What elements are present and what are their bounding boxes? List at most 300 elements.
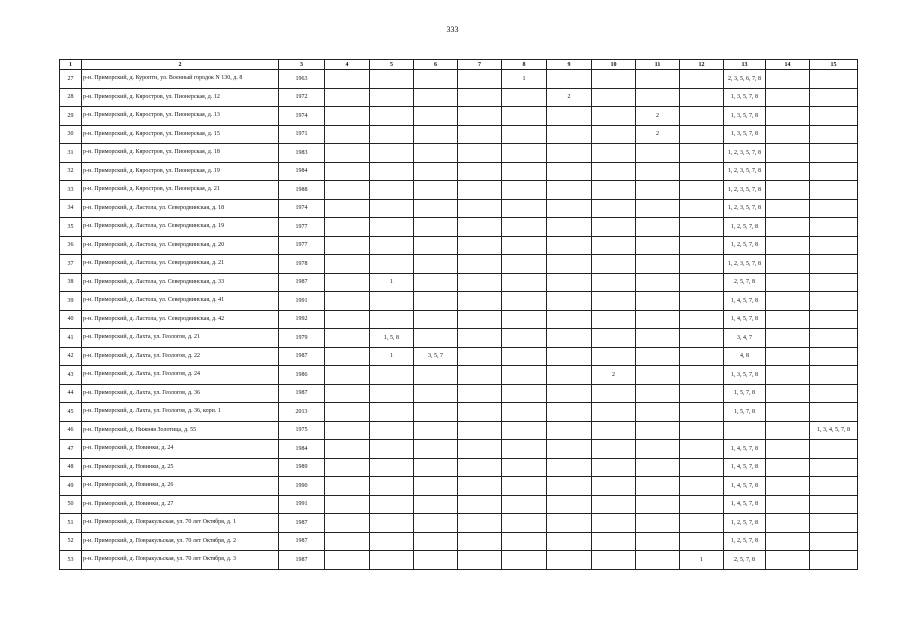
year-cell: 1987 xyxy=(279,273,325,292)
value-cell-col-9 xyxy=(547,532,592,551)
value-cell-col-13: 1, 3, 5, 7, 8 xyxy=(724,125,766,144)
table-row xyxy=(60,218,858,237)
value-cell-col-14 xyxy=(766,88,810,107)
value-cell-col-6 xyxy=(414,236,458,255)
value-cell-col-10 xyxy=(592,181,636,200)
value-cell-col-6 xyxy=(414,477,458,496)
value-cell-col-7 xyxy=(458,107,502,126)
address-cell: р-н. Приморский, д. Повракульская, ул. 70 лет Октября, д. 2 xyxy=(82,532,279,551)
value-cell-col-9 xyxy=(547,495,592,514)
value-cell-col-12 xyxy=(680,366,724,385)
value-cell-col-8 xyxy=(502,551,547,570)
value-cell-col-12 xyxy=(680,403,724,422)
value-cell-col-11: 2 xyxy=(636,125,680,144)
value-cell-col-9 xyxy=(547,440,592,459)
year-cell: 1977 xyxy=(279,236,325,255)
value-cell-col-12 xyxy=(680,88,724,107)
value-cell-col-4 xyxy=(325,329,370,348)
value-cell-col-5 xyxy=(370,88,414,107)
value-cell-col-7 xyxy=(458,199,502,218)
value-cell-col-4 xyxy=(325,514,370,533)
value-cell-col-12 xyxy=(680,310,724,329)
value-cell-col-11 xyxy=(636,440,680,459)
value-cell-col-12 xyxy=(680,440,724,459)
value-cell-col-5 xyxy=(370,403,414,422)
year-cell: 1988 xyxy=(279,181,325,200)
value-cell-col-15 xyxy=(810,144,858,163)
value-cell-col-8 xyxy=(502,514,547,533)
value-cell-col-15 xyxy=(810,181,858,200)
value-cell-col-4 xyxy=(325,181,370,200)
address-cell: р-н. Приморский, д. Ластола, ул. Северодвинская, д. 42 xyxy=(82,310,279,329)
row-number-cell: 32 xyxy=(60,162,82,181)
value-cell-col-15 xyxy=(810,273,858,292)
value-cell-col-8 xyxy=(502,310,547,329)
value-cell-col-15 xyxy=(810,88,858,107)
value-cell-col-5 xyxy=(370,440,414,459)
value-cell-col-8 xyxy=(502,218,547,237)
year-cell: 1991 xyxy=(279,292,325,311)
value-cell-col-7 xyxy=(458,495,502,514)
value-cell-col-7 xyxy=(458,181,502,200)
value-cell-col-10 xyxy=(592,199,636,218)
value-cell-col-6 xyxy=(414,144,458,163)
value-cell-col-10 xyxy=(592,347,636,366)
value-cell-col-9 xyxy=(547,236,592,255)
value-cell-col-15 xyxy=(810,292,858,311)
value-cell-col-11 xyxy=(636,329,680,348)
address-cell: р-н. Приморский, д. Лахта, ул. Геологов, д. 22 xyxy=(82,347,279,366)
value-cell-col-15 xyxy=(810,551,858,570)
value-cell-col-8 xyxy=(502,384,547,403)
value-cell-col-12 xyxy=(680,236,724,255)
value-cell-col-5 xyxy=(370,458,414,477)
value-cell-col-6 xyxy=(414,273,458,292)
table-row xyxy=(60,70,858,89)
value-cell-col-14 xyxy=(766,273,810,292)
value-cell-col-12 xyxy=(680,125,724,144)
year-cell: 1989 xyxy=(279,458,325,477)
value-cell-col-12 xyxy=(680,384,724,403)
value-cell-col-14 xyxy=(766,329,810,348)
table-row xyxy=(60,107,858,126)
value-cell-col-15 xyxy=(810,329,858,348)
value-cell-col-11 xyxy=(636,162,680,181)
value-cell-col-10 xyxy=(592,477,636,496)
column-header-12: 12 xyxy=(680,60,724,70)
value-cell-col-12 xyxy=(680,347,724,366)
value-cell-col-14 xyxy=(766,181,810,200)
table-row xyxy=(60,255,858,274)
column-header-15: 15 xyxy=(810,60,858,70)
value-cell-col-5: 1, 5, 8 xyxy=(370,329,414,348)
value-cell-col-8: 1 xyxy=(502,70,547,89)
value-cell-col-7 xyxy=(458,477,502,496)
value-cell-col-9 xyxy=(547,347,592,366)
year-cell: 1987 xyxy=(279,384,325,403)
table-row xyxy=(60,125,858,144)
value-cell-col-5: 1 xyxy=(370,347,414,366)
table-row xyxy=(60,347,858,366)
value-cell-col-9 xyxy=(547,514,592,533)
value-cell-col-8 xyxy=(502,88,547,107)
value-cell-col-10 xyxy=(592,458,636,477)
table-row xyxy=(60,477,858,496)
value-cell-col-5 xyxy=(370,292,414,311)
year-cell: 1974 xyxy=(279,107,325,126)
value-cell-col-8 xyxy=(502,273,547,292)
value-cell-col-14 xyxy=(766,403,810,422)
value-cell-col-15 xyxy=(810,310,858,329)
year-cell: 1987 xyxy=(279,551,325,570)
row-number-cell: 36 xyxy=(60,236,82,255)
value-cell-col-7 xyxy=(458,532,502,551)
address-cell: р-н. Приморский, д. Кяростров, ул. Пионерская, д. 21 xyxy=(82,181,279,200)
column-header-1: 1 xyxy=(60,60,82,70)
table-row xyxy=(60,366,858,385)
year-cell: 1987 xyxy=(279,347,325,366)
column-header-8: 8 xyxy=(502,60,547,70)
value-cell-col-12 xyxy=(680,199,724,218)
value-cell-col-14 xyxy=(766,199,810,218)
value-cell-col-11 xyxy=(636,495,680,514)
value-cell-col-10 xyxy=(592,236,636,255)
value-cell-col-9 xyxy=(547,255,592,274)
value-cell-col-14 xyxy=(766,70,810,89)
value-cell-col-7 xyxy=(458,366,502,385)
address-cell: р-н. Приморский, д. Кяростров, ул. Пионерская, д. 15 xyxy=(82,125,279,144)
value-cell-col-13: 2, 3, 5, 6, 7, 8 xyxy=(724,70,766,89)
value-cell-col-8 xyxy=(502,347,547,366)
value-cell-col-5 xyxy=(370,199,414,218)
value-cell-col-14 xyxy=(766,514,810,533)
row-number-cell: 51 xyxy=(60,514,82,533)
row-number-cell: 39 xyxy=(60,292,82,311)
row-number-cell: 35 xyxy=(60,218,82,237)
value-cell-col-6 xyxy=(414,107,458,126)
address-cell: р-н. Приморский, д. Нижняя Золотица, д. 55 xyxy=(82,421,279,440)
address-cell: р-н. Приморский, д. Лахта, ул. Геологов, д. 24 xyxy=(82,366,279,385)
value-cell-col-7 xyxy=(458,273,502,292)
value-cell-col-7 xyxy=(458,144,502,163)
table-row xyxy=(60,514,858,533)
value-cell-col-15 xyxy=(810,236,858,255)
value-cell-col-6 xyxy=(414,329,458,348)
value-cell-col-13: 1, 2, 5, 7, 8 xyxy=(724,532,766,551)
value-cell-col-6 xyxy=(414,366,458,385)
value-cell-col-11 xyxy=(636,181,680,200)
value-cell-col-5 xyxy=(370,255,414,274)
value-cell-col-6 xyxy=(414,162,458,181)
value-cell-col-5 xyxy=(370,384,414,403)
value-cell-col-10 xyxy=(592,384,636,403)
year-cell: 2013 xyxy=(279,403,325,422)
value-cell-col-13: 1, 3, 5, 7, 8 xyxy=(724,88,766,107)
value-cell-col-10 xyxy=(592,70,636,89)
year-cell: 1984 xyxy=(279,162,325,181)
value-cell-col-5 xyxy=(370,181,414,200)
table-row xyxy=(60,236,858,255)
value-cell-col-8 xyxy=(502,421,547,440)
year-cell: 1987 xyxy=(279,532,325,551)
value-cell-col-4 xyxy=(325,292,370,311)
value-cell-col-13: 1, 2, 3, 5, 7, 8 xyxy=(724,162,766,181)
value-cell-col-12 xyxy=(680,70,724,89)
value-cell-col-8 xyxy=(502,236,547,255)
address-cell: р-н. Приморский, д. Куроптн, ул. Военный городок N 130, д. 8 xyxy=(82,70,279,89)
value-cell-col-15 xyxy=(810,218,858,237)
value-cell-col-9 xyxy=(547,403,592,422)
address-cell: р-н. Приморский, д. Новинки, д. 24 xyxy=(82,440,279,459)
value-cell-col-4 xyxy=(325,70,370,89)
value-cell-col-9 xyxy=(547,218,592,237)
value-cell-col-10 xyxy=(592,255,636,274)
value-cell-col-10 xyxy=(592,495,636,514)
page-number: 333 xyxy=(446,25,459,34)
value-cell-col-6 xyxy=(414,218,458,237)
value-cell-col-6 xyxy=(414,199,458,218)
value-cell-col-13: 1, 4, 5, 7, 8 xyxy=(724,495,766,514)
value-cell-col-11 xyxy=(636,347,680,366)
value-cell-col-7 xyxy=(458,384,502,403)
value-cell-col-4 xyxy=(325,458,370,477)
value-cell-col-5 xyxy=(370,514,414,533)
value-cell-col-10 xyxy=(592,125,636,144)
value-cell-col-8 xyxy=(502,458,547,477)
value-cell-col-8 xyxy=(502,255,547,274)
value-cell-col-4 xyxy=(325,532,370,551)
value-cell-col-4 xyxy=(325,199,370,218)
value-cell-col-7 xyxy=(458,162,502,181)
value-cell-col-11 xyxy=(636,458,680,477)
value-cell-col-13 xyxy=(724,421,766,440)
address-cell: р-н. Приморский, д. Лахта, ул. Геологов, д. 36, корп. 1 xyxy=(82,403,279,422)
value-cell-col-13: 1, 4, 5, 7, 8 xyxy=(724,477,766,496)
address-cell: р-н. Приморский, д. Лахта, ул. Геологов, д. 36 xyxy=(82,384,279,403)
value-cell-col-6 xyxy=(414,458,458,477)
value-cell-col-9 xyxy=(547,477,592,496)
year-cell: 1992 xyxy=(279,310,325,329)
value-cell-col-14 xyxy=(766,458,810,477)
value-cell-col-13: 1, 2, 5, 7, 8 xyxy=(724,218,766,237)
value-cell-col-6 xyxy=(414,181,458,200)
value-cell-col-10 xyxy=(592,107,636,126)
value-cell-col-8 xyxy=(502,125,547,144)
value-cell-col-5 xyxy=(370,310,414,329)
value-cell-col-14 xyxy=(766,440,810,459)
value-cell-col-15 xyxy=(810,495,858,514)
value-cell-col-7 xyxy=(458,70,502,89)
address-cell: р-н. Приморский, д. Кяростров, ул. Пионерская, д. 18 xyxy=(82,144,279,163)
value-cell-col-5 xyxy=(370,366,414,385)
address-cell: р-н. Приморский, д. Ластола, ул. Северодвинская, д. 18 xyxy=(82,199,279,218)
value-cell-col-14 xyxy=(766,162,810,181)
row-number-cell: 47 xyxy=(60,440,82,459)
value-cell-col-12 xyxy=(680,458,724,477)
value-cell-col-6 xyxy=(414,403,458,422)
value-cell-col-10 xyxy=(592,310,636,329)
year-cell: 1975 xyxy=(279,421,325,440)
row-number-cell: 40 xyxy=(60,310,82,329)
value-cell-col-13: 4, 8 xyxy=(724,347,766,366)
value-cell-col-15 xyxy=(810,384,858,403)
table-row xyxy=(60,199,858,218)
value-cell-col-12 xyxy=(680,255,724,274)
value-cell-col-6 xyxy=(414,440,458,459)
value-cell-col-14 xyxy=(766,255,810,274)
value-cell-col-7 xyxy=(458,347,502,366)
value-cell-col-5 xyxy=(370,70,414,89)
value-cell-col-11 xyxy=(636,144,680,163)
row-number-cell: 34 xyxy=(60,199,82,218)
value-cell-col-4 xyxy=(325,144,370,163)
address-cell: р-н. Приморский, д. Кяростров, ул. Пионерская, д. 19 xyxy=(82,162,279,181)
value-cell-col-15 xyxy=(810,162,858,181)
row-number-cell: 38 xyxy=(60,273,82,292)
value-cell-col-15 xyxy=(810,366,858,385)
year-cell: 1986 xyxy=(279,366,325,385)
value-cell-col-10 xyxy=(592,551,636,570)
address-cell: р-н. Приморский, д. Ластола, ул. Северодвинская, д. 33 xyxy=(82,273,279,292)
value-cell-col-8 xyxy=(502,329,547,348)
year-cell: 1990 xyxy=(279,477,325,496)
value-cell-col-7 xyxy=(458,329,502,348)
value-cell-col-4 xyxy=(325,310,370,329)
value-cell-col-13: 1, 4, 5, 7, 8 xyxy=(724,458,766,477)
value-cell-col-6 xyxy=(414,384,458,403)
column-header-10: 10 xyxy=(592,60,636,70)
year-cell: 1971 xyxy=(279,125,325,144)
row-number-cell: 45 xyxy=(60,403,82,422)
value-cell-col-14 xyxy=(766,144,810,163)
value-cell-col-5 xyxy=(370,236,414,255)
value-cell-col-12 xyxy=(680,218,724,237)
value-cell-col-9 xyxy=(547,181,592,200)
value-cell-col-10 xyxy=(592,532,636,551)
address-cell: р-н. Приморский, д. Лахта, ул. Геологов, д. 21 xyxy=(82,329,279,348)
value-cell-col-14 xyxy=(766,347,810,366)
column-header-4: 4 xyxy=(325,60,370,70)
value-cell-col-4 xyxy=(325,236,370,255)
value-cell-col-12 xyxy=(680,162,724,181)
value-cell-col-4 xyxy=(325,162,370,181)
value-cell-col-6 xyxy=(414,310,458,329)
value-cell-col-8 xyxy=(502,292,547,311)
year-cell: 1972 xyxy=(279,88,325,107)
value-cell-col-9 xyxy=(547,162,592,181)
row-number-cell: 48 xyxy=(60,458,82,477)
column-header-9: 9 xyxy=(547,60,592,70)
value-cell-col-8 xyxy=(502,403,547,422)
value-cell-col-15 xyxy=(810,458,858,477)
value-cell-col-11 xyxy=(636,366,680,385)
value-cell-col-12 xyxy=(680,514,724,533)
address-cell: р-н. Приморский, д. Новинки, д. 26 xyxy=(82,477,279,496)
value-cell-col-12 xyxy=(680,181,724,200)
value-cell-col-15 xyxy=(810,514,858,533)
address-cell: р-н. Приморский, д. Кяростров, ул. Пионерская, д. 13 xyxy=(82,107,279,126)
value-cell-col-14 xyxy=(766,551,810,570)
value-cell-col-13: 1, 2, 3, 5, 7, 8 xyxy=(724,144,766,163)
address-cell: р-н. Приморский, д. Новинки, д. 25 xyxy=(82,458,279,477)
value-cell-col-15 xyxy=(810,347,858,366)
value-cell-col-4 xyxy=(325,107,370,126)
value-cell-col-7 xyxy=(458,421,502,440)
value-cell-col-13: 1, 4, 5, 7, 8 xyxy=(724,440,766,459)
value-cell-col-4 xyxy=(325,403,370,422)
value-cell-col-4 xyxy=(325,88,370,107)
value-cell-col-6 xyxy=(414,514,458,533)
value-cell-col-13: 2, 5, 7, 8 xyxy=(724,273,766,292)
value-cell-col-8 xyxy=(502,144,547,163)
value-cell-col-4 xyxy=(325,495,370,514)
value-cell-col-6: 3, 5, 7 xyxy=(414,347,458,366)
value-cell-col-7 xyxy=(458,88,502,107)
value-cell-col-13: 1, 3, 5, 7, 8 xyxy=(724,107,766,126)
value-cell-col-14 xyxy=(766,310,810,329)
row-number-cell: 42 xyxy=(60,347,82,366)
value-cell-col-10 xyxy=(592,421,636,440)
value-cell-col-12: 1 xyxy=(680,551,724,570)
value-cell-col-4 xyxy=(325,421,370,440)
table-row xyxy=(60,292,858,311)
value-cell-col-13: 1, 4, 5, 7, 8 xyxy=(724,310,766,329)
value-cell-col-9 xyxy=(547,329,592,348)
row-number-cell: 31 xyxy=(60,144,82,163)
table-row xyxy=(60,551,858,570)
value-cell-col-7 xyxy=(458,514,502,533)
value-cell-col-11: 2 xyxy=(636,107,680,126)
value-cell-col-5 xyxy=(370,421,414,440)
value-cell-col-4 xyxy=(325,384,370,403)
value-cell-col-11 xyxy=(636,403,680,422)
column-header-7: 7 xyxy=(458,60,502,70)
value-cell-col-8 xyxy=(502,440,547,459)
value-cell-col-5 xyxy=(370,551,414,570)
table-row xyxy=(60,421,858,440)
address-cell: р-н. Приморский, д. Ластола, ул. Северодвинская, д. 20 xyxy=(82,236,279,255)
table-row xyxy=(60,458,858,477)
value-cell-col-13: 1, 2, 5, 7, 8 xyxy=(724,236,766,255)
value-cell-col-10 xyxy=(592,440,636,459)
value-cell-col-14 xyxy=(766,292,810,311)
year-cell: 1977 xyxy=(279,218,325,237)
row-number-cell: 33 xyxy=(60,181,82,200)
value-cell-col-4 xyxy=(325,440,370,459)
value-cell-col-13: 1, 5, 7, 8 xyxy=(724,384,766,403)
value-cell-col-4 xyxy=(325,255,370,274)
table-row xyxy=(60,181,858,200)
value-cell-col-12 xyxy=(680,292,724,311)
value-cell-col-10 xyxy=(592,514,636,533)
value-cell-col-7 xyxy=(458,551,502,570)
value-cell-col-10 xyxy=(592,162,636,181)
value-cell-col-6 xyxy=(414,88,458,107)
row-number-cell: 27 xyxy=(60,70,82,89)
value-cell-col-15 xyxy=(810,532,858,551)
address-cell: р-н. Приморский, д. Повракульская, ул. 70 лет Октября, д. 1 xyxy=(82,514,279,533)
value-cell-col-15 xyxy=(810,107,858,126)
row-number-cell: 43 xyxy=(60,366,82,385)
address-cell: р-н. Приморский, д. Новинки, д. 27 xyxy=(82,495,279,514)
address-cell: р-н. Приморский, д. Повракульская, ул. 70 лет Октября, д. 3 xyxy=(82,551,279,570)
value-cell-col-13: 2, 5, 7, 8 xyxy=(724,551,766,570)
value-cell-col-14 xyxy=(766,236,810,255)
value-cell-col-11 xyxy=(636,551,680,570)
value-cell-col-11 xyxy=(636,514,680,533)
year-cell: 1984 xyxy=(279,440,325,459)
value-cell-col-10 xyxy=(592,144,636,163)
